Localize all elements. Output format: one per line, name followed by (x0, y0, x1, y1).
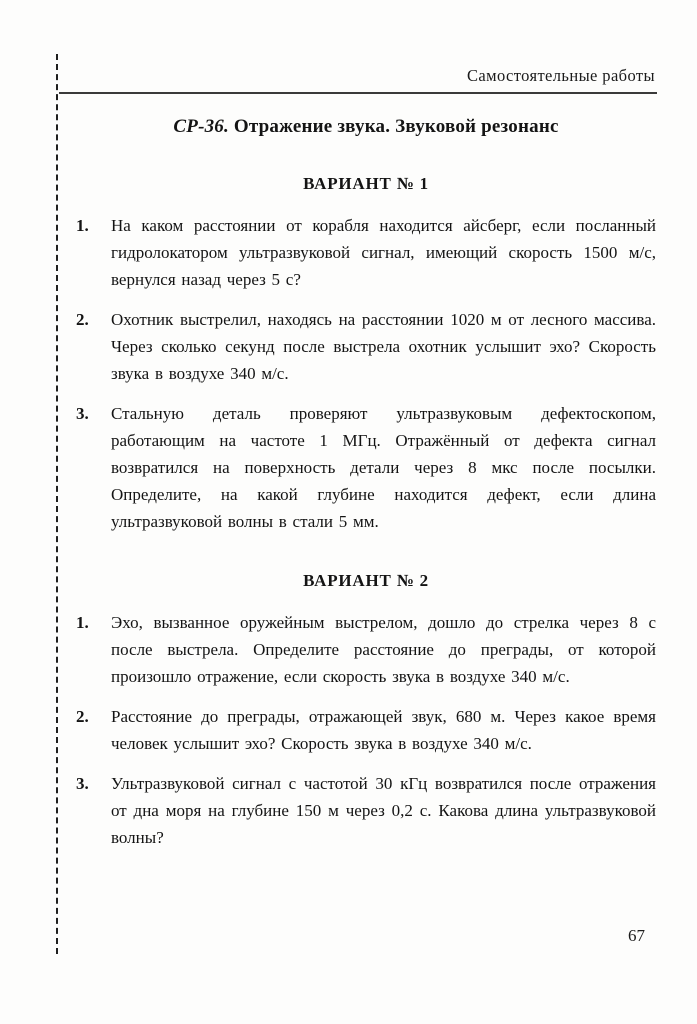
problem-text: Расстояние до преграды, отражающей звук, 680 м. Через какое время человек услышит эхо? Скорость звука в воздухе 340 м/с. (111, 707, 656, 753)
variant-2-heading: ВАРИАНТ № 2 (303, 571, 429, 590)
problem-text: Ультразвуковой сигнал с частотой 30 кГц возвратился после отражения от дна моря на глубине 150 м через 0,2 с. Какова длина ультразвуковой волны? (111, 774, 656, 847)
binding-dashed-line (56, 54, 58, 954)
variant-1-problems (76, 212, 656, 535)
header-rule (59, 92, 657, 94)
problem-number: 3. (76, 404, 89, 423)
page-title-code: СР-36. (173, 116, 229, 137)
problem-item (76, 306, 656, 387)
problem-item (76, 400, 656, 535)
problem-item (76, 703, 656, 757)
running-head: Самостоятельные работы (466, 66, 655, 85)
problem-item (76, 609, 656, 690)
page-number: 67 (628, 926, 645, 945)
problem-number: 3. (76, 774, 89, 793)
problem-item (76, 212, 656, 293)
problem-number: 2. (76, 707, 89, 726)
variant-1-section (76, 174, 656, 535)
page-title (76, 116, 656, 138)
problem-number: 1. (76, 613, 89, 632)
page-title-text: Отражение звука. Звуковой резонанс (228, 116, 559, 137)
problem-text: Охотник выстрелил, находясь на расстоянии 1020 м от лесного массива. Через сколько секунд после выстрела охотник услышит эхо? Скорость звука в воздухе 340 м/с. (111, 310, 656, 383)
page-content (76, 110, 656, 864)
problem-text: Эхо, вызванное оружейным выстрелом, дошло до стрелка через 8 с после выстрела. Определите расстояние до преграды, от которой произошло отражение, если скорость звука в воздухе 340 м/с. (111, 613, 656, 686)
problem-number: 1. (76, 216, 89, 235)
problem-number: 2. (76, 310, 89, 329)
problem-text: На каком расстоянии от корабля находится айсберг, если посланный гидролокатором ультразвуковой сигнал, имеющий скорость 1500 м/с, вернулся назад через 5 с? (111, 216, 656, 289)
variant-1-heading: ВАРИАНТ № 1 (303, 174, 429, 193)
problem-text: Стальную деталь проверяют ультразвуковым дефектоскопом, работающим на частоте 1 МГц. Отражённый от дефекта сигнал возвратился на поверхность детали через 8 мкс после посылки. Определите, на какой глубине находится дефект, если длина ультразвуковой волны в стали 5 мм. (111, 404, 656, 531)
variant-2-section (76, 571, 656, 851)
problem-item (76, 770, 656, 851)
variant-2-problems (76, 609, 656, 851)
